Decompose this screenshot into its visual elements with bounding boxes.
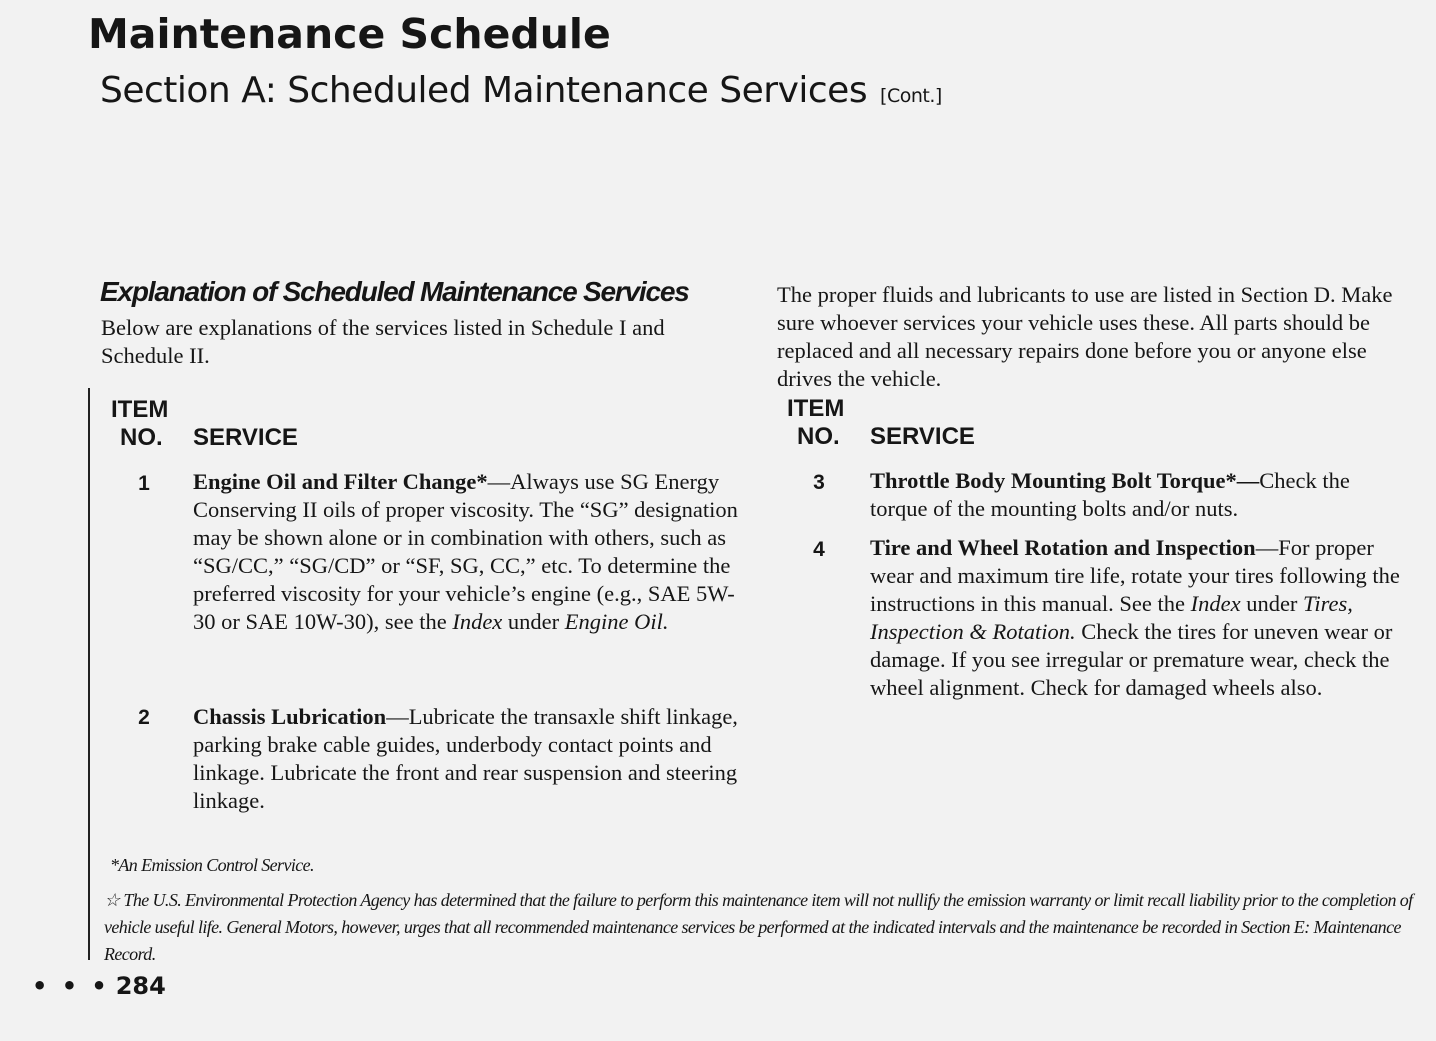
left-col-item-header: ITEM <box>111 396 169 423</box>
item-1-service <box>193 468 753 636</box>
item-2-text: —Lubricate the transaxle shift linkage, parking brake cable guides, underbody contact points and linkage. Lubricate the front and rear suspension and steering linkage. <box>193 704 738 813</box>
margin-rule <box>88 388 90 960</box>
right-intro: The proper fluids and lubricants to use are listed in Section D. Make sure whoever services your vehicle uses these. All parts should be replaced and all necessary repairs done before you or anyone else drives the vehicle. <box>777 282 1393 391</box>
section-title-text: Section A: Scheduled Maintenance Services <box>100 70 868 111</box>
footer-dots: • • • <box>32 972 110 1000</box>
item-4-topic-ref: Tires, Inspection & Rotation. <box>870 591 1353 644</box>
item-1-under: under <box>502 609 565 634</box>
item-number-1: 1 <box>138 472 150 495</box>
item-4-text: —For proper wear and maximum tire life, rotate your tires following the instructions in this manual. See the <box>870 535 1400 616</box>
item-4-service <box>870 534 1400 702</box>
item-number-2: 2 <box>138 706 150 729</box>
right-col-service-header: SERVICE <box>870 423 975 450</box>
item-2-title: Chassis Lubrication <box>193 704 387 729</box>
section-title-cont: [Cont.] <box>880 85 942 107</box>
page-number-footer <box>32 972 166 1000</box>
item-2-service <box>193 703 753 815</box>
item-3-title: Throttle Body Mounting Bolt Torque*— <box>870 468 1260 493</box>
item-3-text: Check the torque of the mounting bolts and/or nuts. <box>870 468 1350 521</box>
item-1-topic-ref: Engine Oil. <box>564 609 669 634</box>
item-4-under: under <box>1240 591 1304 616</box>
section-title <box>100 70 942 111</box>
item-number-3: 3 <box>813 471 825 494</box>
left-col-service-header: SERVICE <box>193 424 298 451</box>
item-1-text: —Always use SG Energy Conserving II oils of proper viscosity. The “SG” designation may be shown alone or in combination with others, such as “SG/CC,” “SG/CD” or “SF, SG, CC,” etc. To determine the preferred viscosity for your vehicle’s engine (e.g., SAE 5W-30 or SAE 10W-30), see the <box>193 469 738 634</box>
explanation-heading: Explanation of Scheduled Maintenance Services <box>100 276 689 307</box>
item-1-title: Engine Oil and Filter Change* <box>193 469 488 494</box>
left-intro: Below are explanations of the services listed in Schedule I and Schedule II. <box>101 315 665 368</box>
item-1-index-ref: Index <box>452 609 503 634</box>
item-4-title: Tire and Wheel Rotation and Inspection <box>870 535 1256 560</box>
page-number: 284 <box>115 972 166 1000</box>
item-3-service <box>870 467 1400 523</box>
item-4-text-cont: Check the tires for uneven wear or damage. If you see irregular or premature wear, check the wheel alignment. Check for damaged wheels also. <box>870 619 1393 700</box>
emission-footnote: *An Emission Control Service. <box>110 855 314 875</box>
right-col-no-header: NO. <box>797 423 840 450</box>
item-4-index-ref: Index <box>1190 591 1241 616</box>
item-number-4: 4 <box>813 538 825 561</box>
page-title: Maintenance Schedule <box>88 10 611 58</box>
right-col-item-header: ITEM <box>787 395 845 422</box>
left-col-no-header: NO. <box>120 424 163 451</box>
epa-footnote: ☆ The U.S. Environmental Protection Agency has determined that the failure to perform this maintenance item will not nullify the emission warranty or limit recall liability prior to the completion of vehicle useful life. General Motors, however, urges that all recommended maintenance services be performed at the indicated intervals and the maintenance be recorded in Section E: Maintenance Record. <box>104 890 1413 964</box>
